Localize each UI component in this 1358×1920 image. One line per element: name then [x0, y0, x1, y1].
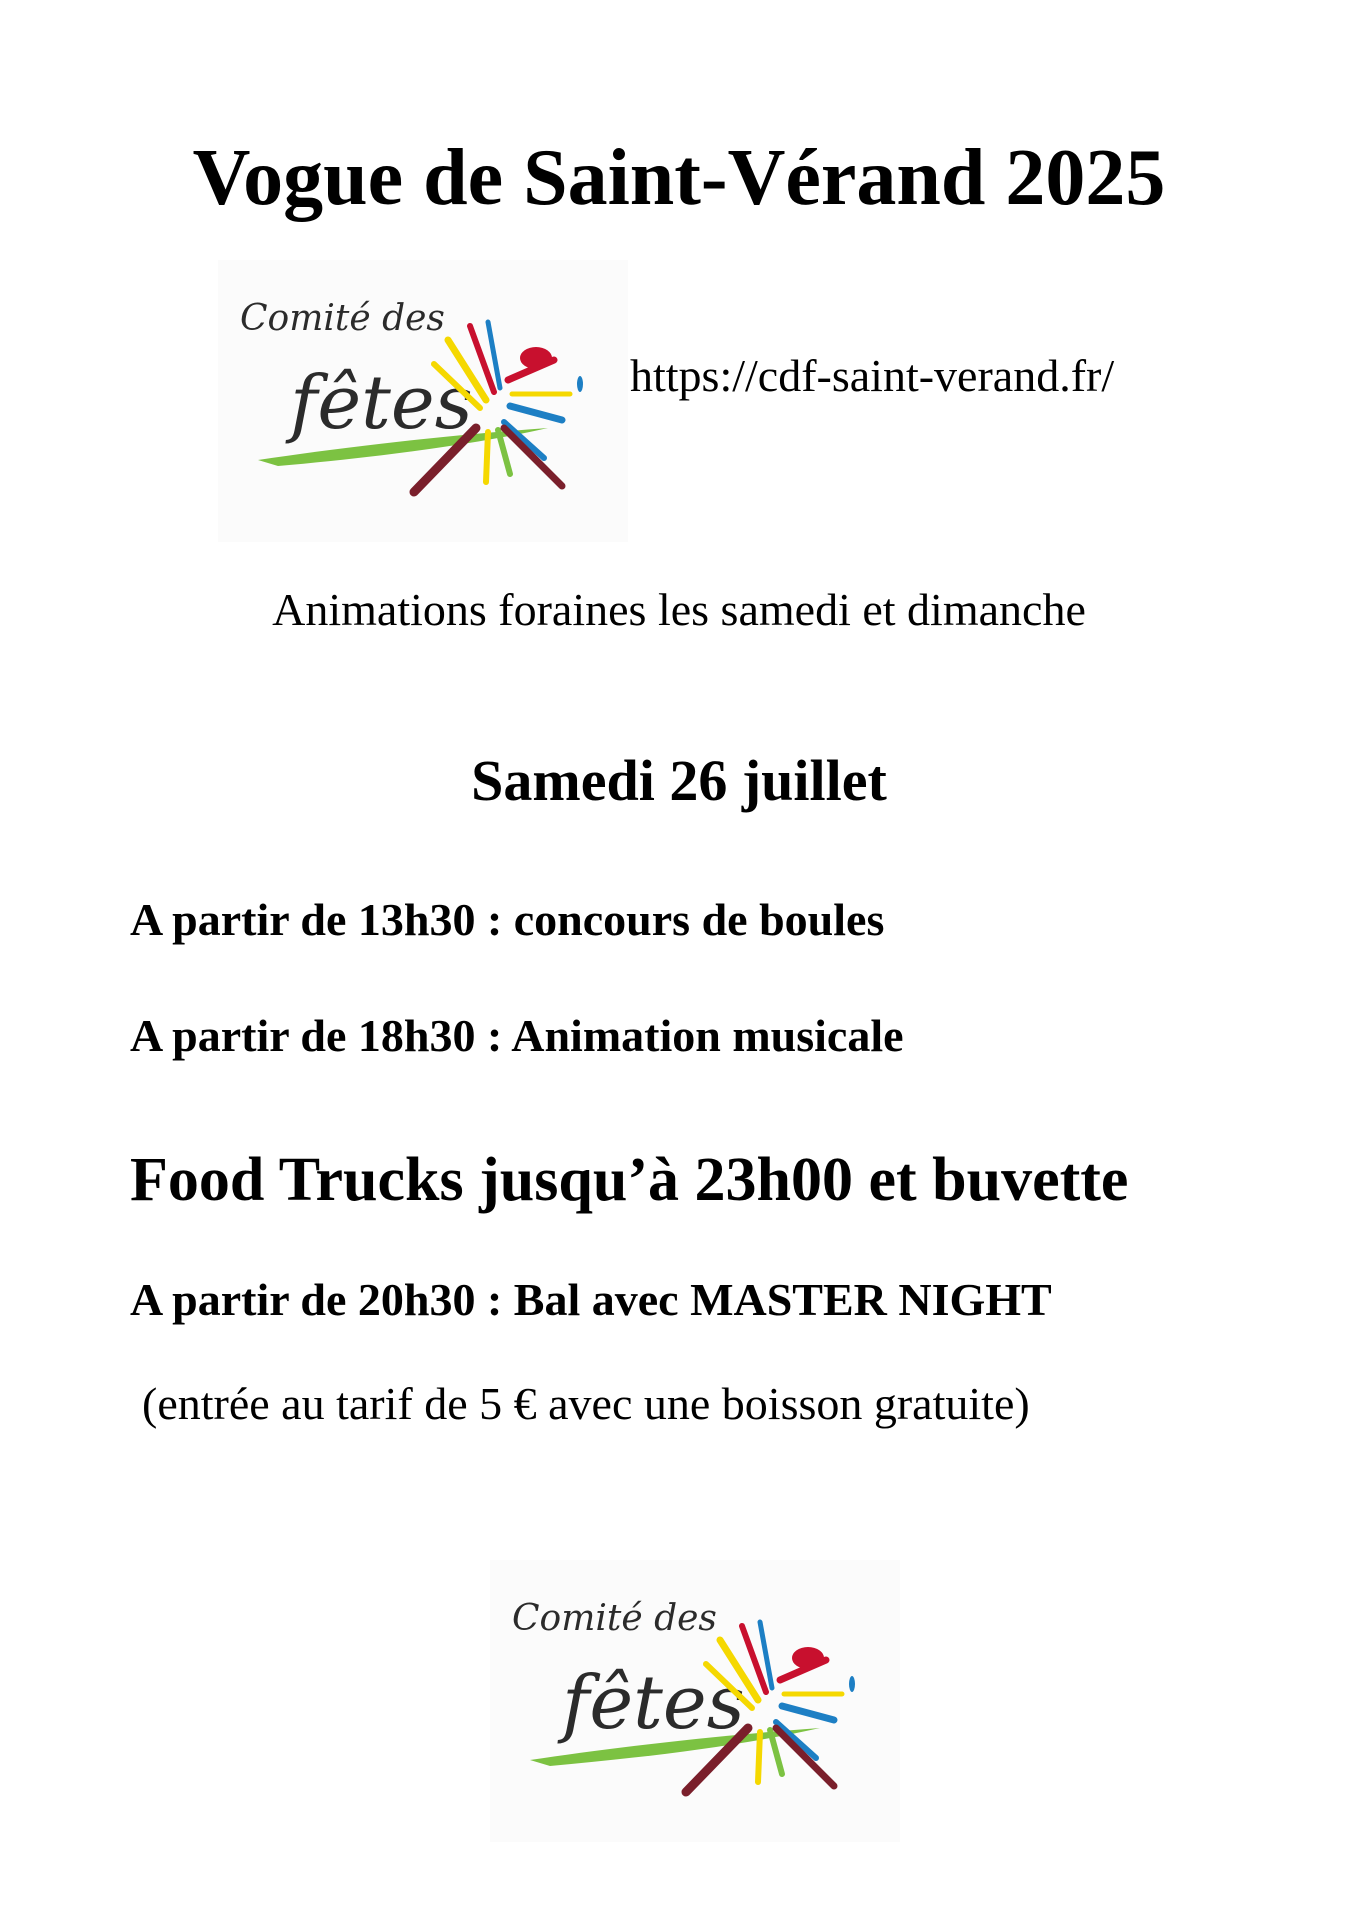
comite-des-fetes-logo-footer — [490, 1560, 900, 1842]
logo-artwork-footer — [490, 1560, 900, 1842]
page-title: Vogue de Saint-Vérand 2025 — [192, 134, 1166, 222]
logo-footer-text-comite-des: Comité des — [512, 1598, 717, 1639]
entry-price-note: (entrée au tarif de 5 € avec une boisson gratuite) — [142, 1378, 1030, 1429]
program-item-musique: A partir de 18h30 : Animation musicale — [130, 1010, 904, 1061]
logo-artwork — [218, 260, 628, 542]
program-item-bal: A partir de 20h30 : Bal avec MASTER NIGHT — [130, 1274, 1052, 1325]
program-item-boules: A partir de 13h30 : concours de boules — [130, 894, 885, 945]
website-url[interactable]: https://cdf-saint-verand.fr/ — [630, 350, 1115, 401]
program-item-food-trucks: Food Trucks jusqu’à 23h00 et buvette — [130, 1146, 1129, 1214]
event-day-heading: Samedi 26 juillet — [471, 748, 887, 813]
logo-text-fetes: fêtes — [290, 360, 473, 446]
logo-footer-text-fetes: fêtes — [562, 1660, 745, 1746]
comite-des-fetes-logo — [218, 260, 628, 542]
logo-text-comite-des: Comité des — [240, 298, 445, 339]
subtitle: Animations foraines les samedi et dimanche — [272, 584, 1086, 635]
